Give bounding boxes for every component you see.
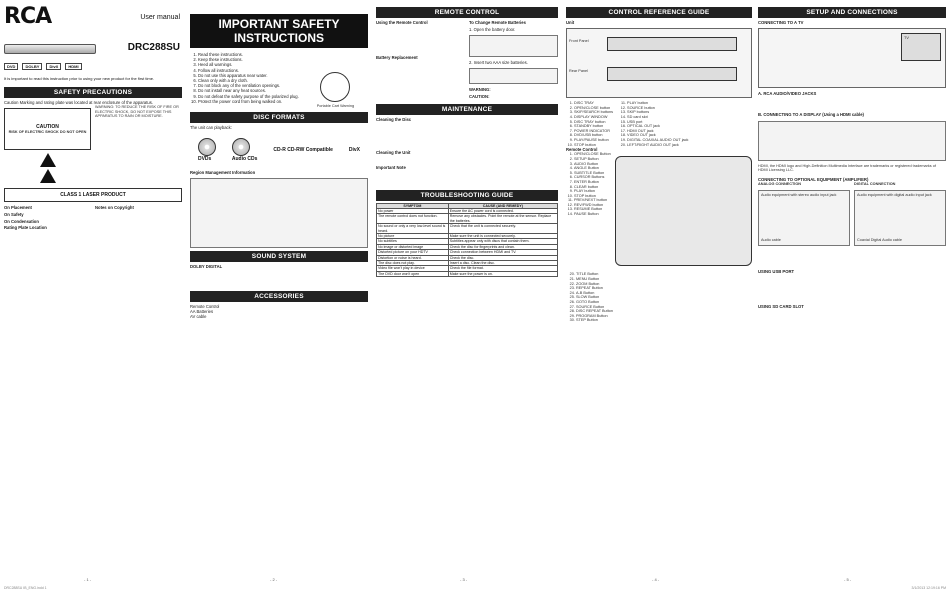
av-jacks-heading: A. RCA AUDIO/VIDEO JACKS — [758, 91, 817, 97]
disc-logos: DVDs Audio CDs CD-R CD-RW Compatible DivX — [190, 130, 368, 170]
on-condensation-heading: On Condensation — [4, 218, 39, 224]
accessories-header: ACCESSORIES — [190, 291, 368, 302]
footer-file-name: DRC288SU IB_ENG.indd 1 — [4, 586, 47, 590]
usb-heading: USING USB PORT — [758, 268, 795, 274]
unit-items-list: 1. DISC TRAY 2. OPEN/CLOSE button 3. SKIP/SEARCH buttons 4. DISPLAY WINDOW 5. DISC TRAY button 6. STANDBY button 7. POWER INDICATOR 8. DVD/USB button 9. PLAY/PAUSE button 10. STOP button — [566, 101, 613, 147]
sd-card-heading: USING SD CARD SLOT — [758, 303, 804, 309]
change-batteries-heading: To Change Remote Batteries — [469, 20, 526, 25]
dolby-logo: DOLBY DIGITAL — [190, 264, 223, 269]
remote-control-header: REMOTE CONTROL — [376, 7, 558, 18]
hdmi-trademark-note: HDMI, the HDMI logo and High-Definition Multimedia Interface are trademarks or registered trademarks of HDMI Licensing LLC. — [758, 163, 936, 173]
remote-items-list: 1. OPEN/CLOSE Button 2. SETUP Button 3. AUDIO Button 4. ANGLE Button 5. SUBTITLE Button 6. CURSOR Buttons 7. ENTER Button 8. CLEAR button 9. PLAY button 10. STOP button 11. PREV/NEXT button 12. REV/FWD button 13. RESUME Button 14. PAUSE Button — [566, 152, 611, 270]
table-row: The DVD door won't open Make sure the power is on. — [377, 271, 558, 276]
analog-connection-label: ANALOG CONNECTION — [758, 182, 802, 186]
remote-control-image — [615, 156, 752, 266]
table-row: Distorted picture on your HDTV Check connection between HDMI and TV. — [377, 250, 558, 255]
table-row: No subtitles Subtitles appear only with discs that contain them. — [377, 239, 558, 244]
page-2 — [190, 4, 368, 584]
page-number: - 4 - — [652, 577, 660, 582]
page-number: - 1 - — [84, 577, 92, 582]
portable-cart-icon — [320, 72, 350, 102]
using-remote-heading: Using the Remote Control — [376, 20, 428, 25]
cover-header — [4, 4, 182, 84]
safety-list: 1. Read these instructions. 2. Keep these instructions. 3. Heed all warnings. 4. Follow all instructions. 5. Do not use this apparatus near water. 6. Clean only with a dry cloth. 7. Do not block any of the ventilation openings. 8. Do not install near any heat sources. 9. Do not defeat the safety purpose of the polarized plug. 10. Protect the power cord from being walked on. — [190, 52, 299, 109]
dolby-logo-icon: DOLBY — [22, 63, 42, 70]
footer-timestamp: 3/1/2013 12:19:16 PM — [911, 586, 946, 590]
safety-header: SAFETY PRECAUTIONS — [4, 87, 182, 98]
exclamation-warning-icon — [40, 169, 56, 183]
warning-text: WARNING: TO REDUCE THE RISK OF FIRE OR ELECTRIC SHOCK, DO NOT EXPOSE THIS APPARATUS TO RAIN OR MOISTURE. — [95, 105, 179, 119]
cleaning-unit-heading: Cleaning the Unit — [376, 149, 411, 155]
troubleshooting-table: SYMPTOM CAUSE (AND REMEDY) No power Ensure the AC power cord is connected. The remote control does not function. Remove any obstacles. Point the remote at the sensor. Replace the batteries. No sound or only a very low-level sound is heard. Check that the unit is connected securely. No picture Make sure the unit is connected securely. No subtitles Subtitles appear only with discs that contain them. No image or distorted image Check the disc for fingerprints and clean. Distorted picture on your HDTV Check connection between HDMI and TV. Distortion or noise is heard. Check the disc. The disc does not play. Insert a disc. Clean the disc. Video file won't play in device Check the file format. The DVD door won't open Make sure the power is on. — [376, 203, 558, 278]
table-row: The remote control does not function. Remove any obstacles. Point the remote at the sensor. Replace the batteries. — [377, 214, 558, 224]
notes-copyright-heading: Notes on Copyright — [95, 205, 134, 211]
unit-heading: Unit — [566, 20, 575, 25]
page-4 — [566, 4, 752, 584]
cdr-label: CD-R CD-RW Compatible — [273, 146, 333, 153]
disc-formats-header: DISC FORMATS — [190, 112, 368, 123]
rating-plate-heading: Rating Plate Location — [4, 225, 47, 231]
print-footer — [4, 586, 946, 590]
tv-connection-diagram — [758, 28, 946, 88]
connecting-tv-heading: CONNECTING TO A TV — [758, 20, 804, 25]
accessories-list: Remote Control AA Batteries AV cable — [190, 304, 220, 320]
digital-connection-label: DIGITAL CONNECTION — [854, 182, 896, 186]
maintenance-header: MAINTENANCE — [376, 104, 558, 115]
table-row: No image or distorted image Check the disc for fingerprints and clean. — [377, 244, 558, 249]
amplifier-heading: CONNECTING TO OPTIONAL EQUIPMENT (AMPLIFIER) — [758, 176, 869, 182]
cleaning-disc-heading: Cleaning the Disc — [376, 116, 412, 122]
battery-step-1: 1. Open the battery door. — [469, 26, 516, 32]
table-row: No picture Make sure the unit is connected securely. — [377, 233, 558, 238]
table-row: No sound or only a very low-level sound is heard. Check that the unit is connected securely. — [377, 224, 558, 234]
remote-items-list-b: 20. TITLE Button 21. MENU Button 22. ZOOM Button 23. REPEAT Button 24. A-B Button 25. SLOW Button 26. GOTO Button 27. SOURCE Button 28. DISC REPEAT Button 29. PROGRAM Button 30. STEP Button — [566, 272, 752, 323]
tv-icon: TV — [901, 33, 941, 61]
region-heading: Region Management Information — [190, 169, 256, 175]
setup-connections-header: SETUP AND CONNECTIONS — [758, 7, 946, 18]
safety-instructions-title: IMPORTANT SAFETY INSTRUCTIONS — [190, 14, 368, 48]
on-safety-heading: On Safety — [4, 211, 24, 217]
warning-heading: WARNING: — [469, 87, 491, 93]
table-row: No power Ensure the AC power cord is connected. — [377, 208, 558, 213]
analog-diagram: Audio equipment with stereo audio input jack Audio cable — [758, 190, 850, 246]
class1-laser-label: CLASS 1 LASER PRODUCT — [4, 188, 182, 202]
safety-intro: Caution Marking and rating plate was located at rear enclosure of the apparatus. — [4, 100, 153, 105]
battery-door-figure — [469, 35, 558, 57]
brand-logo: RCA — [4, 4, 52, 29]
dvd-logo-icon: DVD — [4, 63, 18, 70]
portable-cart-label: Portable Cart Warning — [316, 104, 355, 108]
hdmi-heading: B. CONNECTING TO A DISPLAY (Using a HDMI cable) — [758, 112, 864, 118]
front-panel-image — [607, 37, 737, 51]
user-manual-label: User manual — [140, 14, 180, 21]
page-number: - 3 - — [460, 577, 468, 582]
table-row: Distortion or noise is heard. Check the disc. — [377, 255, 558, 260]
hdmi-logo-icon: HDMI — [65, 63, 81, 70]
page-1 — [4, 4, 182, 584]
hdmi-diagram — [758, 121, 946, 161]
page-number: - 2 - — [270, 577, 278, 582]
divx-logo: DivX — [348, 146, 360, 153]
table-row: The disc does not play. Insert a disc. Clean the disc. — [377, 260, 558, 265]
important-note-heading: Important Note — [376, 164, 406, 170]
dvd-player-image — [4, 44, 96, 54]
sound-system-header: SOUND SYSTEM — [190, 251, 368, 262]
remote-control-heading: Remote Control — [566, 147, 598, 153]
tagline: It is important to read this instruction prior to using your new product for the first time. — [4, 76, 155, 81]
format-logos — [4, 60, 182, 72]
unit-diagram: Front Panel Rear Panel — [566, 28, 752, 98]
on-placement-heading: On Placement — [4, 205, 32, 211]
caution-box: CAUTION RISK OF ELECTRIC SHOCK DO NOT OPEN — [4, 108, 91, 150]
page-3 — [376, 4, 558, 584]
unit-items-list-b: 11. PLAY button 12. SOURCE button 13. SKIP buttons 14. SD card slot 15. USB port 16. OPTICAL OUT jack 17. HDMI OUT jack 18. VIDEO OUT jack 19. DIGITAL COAXIAL AUDIO OUT jack 20. LEFT/RIGHT AUDIO OUT jack — [617, 101, 688, 147]
disc-structure-diagram — [190, 178, 368, 248]
control-reference-header: CONTROL REFERENCE GUIDE — [566, 7, 752, 18]
battery-replace-heading: Battery Replacement — [376, 55, 418, 61]
divx-logo-icon: DivX — [46, 63, 61, 70]
battery-insert-figure — [469, 68, 558, 84]
model-number: DRC288SU — [127, 42, 180, 53]
troubleshooting-header: TROUBLESHOOTING GUIDE — [376, 190, 558, 201]
page-number: - 5 - — [844, 577, 852, 582]
rear-panel-image — [607, 67, 737, 81]
caution-heading: CAUTION: — [469, 93, 490, 99]
audio-cd-icon — [232, 138, 250, 156]
disc-intro: The unit can playback: — [190, 124, 232, 130]
lightning-warning-icon — [40, 153, 56, 167]
dvd-disc-icon — [198, 138, 216, 156]
table-row: Video file won't play in device Check the file format. — [377, 266, 558, 271]
digital-diagram: Audio equipment with digital audio input jack Coaxial Digital Audio cable — [854, 190, 946, 246]
page-5 — [758, 4, 946, 584]
battery-step-2: 2. Insert two AAA size batteries. — [469, 59, 528, 65]
